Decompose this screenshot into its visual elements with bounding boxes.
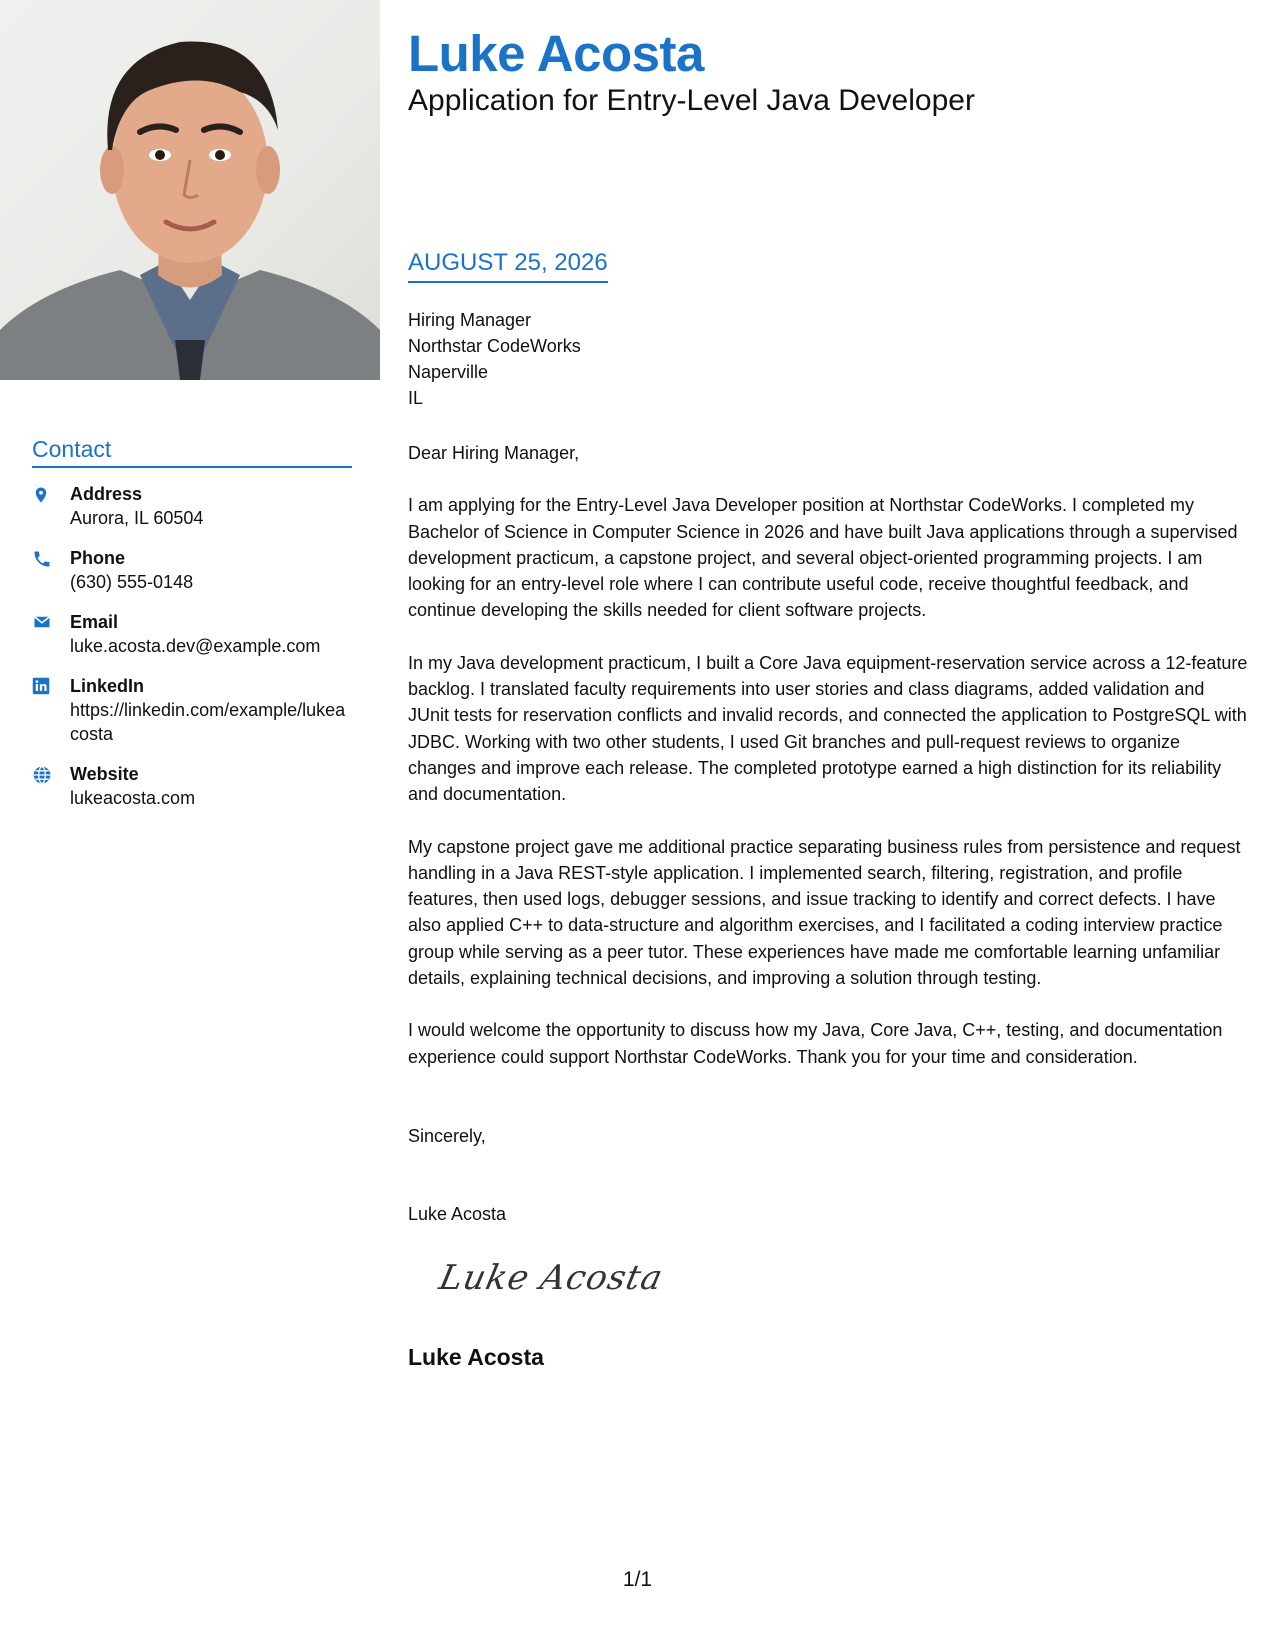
sidebar [0,0,380,1650]
recipient-state: IL [408,388,424,408]
paragraph-1: I am applying for the Entry-Level Java Developer position at Northstar CodeWorks. I completed my Bachelor of Science in Computer Science in 2026 and have built Java applications through a supervised development practicum, a capstone project, and several object-oriented programming projects. I am looking for an entry-level role where I can contribute useful code, receive thoughtful feedback, and continue developing the skills needed for client software projects. [408,495,1238,621]
signature-name: Luke Acosta [408,1344,544,1370]
typed-name: Luke Acosta [408,1204,507,1224]
profile-photo [0,0,380,380]
globe-icon [32,762,70,810]
location-pin-icon [32,482,70,530]
contact-email [32,610,352,658]
handwritten-signature: Luke Acosta [435,1258,667,1298]
contact-linkedin [32,674,352,746]
contact-section [32,436,352,810]
contact-email-label: Email [70,612,119,632]
contact-website [32,762,352,810]
email-icon [32,610,70,658]
contact-phone-label: Phone [70,548,126,568]
letter-date: AUGUST 25, 2026 [408,249,608,283]
paragraph-3: My capstone project gave me additional practice separating business rules from persistence and request handling in a Java REST-style application. I implemented search, filtering, registration, and profile features, then used logs, debugger sessions, and issue tracking to identify and correct defects. I have also applied C++ to data-structure and algorithm exercises, and I facilitated a coding interview practice group while serving as a peer tutor. These experiences have made me comfortable learning unfamiliar details, explaining technical decisions, and improving a solution through testing. [408,836,1241,989]
paragraph-4: I would welcome the opportunity to discuss how my Java, Core Java, C++, testing, and documentation experience could support Northstar CodeWorks. Thank you for your time and consideration. [408,1020,1223,1067]
linkedin-icon [32,674,70,746]
closing: Sincerely, [408,1126,486,1146]
contact-email-value[interactable]: luke.acosta.dev@example.com [70,636,321,656]
phone-icon [32,546,70,594]
contact-website-value[interactable]: lukeacosta.com [70,788,196,808]
contact-linkedin-value[interactable]: https://linkedin.com/example/lukeacosta [70,700,346,744]
applicant-name: Luke Acosta [408,25,704,82]
contact-phone-value[interactable]: (630) 555-0148 [70,572,194,592]
contact-linkedin-label: LinkedIn [70,676,145,696]
contact-address-value: Aurora, IL 60504 [70,508,204,528]
contact-heading: Contact [32,436,352,468]
recipient-city: Naperville [408,362,489,382]
salutation: Dear Hiring Manager, [408,443,580,463]
contact-website-label: Website [70,764,139,784]
contact-phone [32,546,352,594]
recipient-company: Northstar CodeWorks [408,336,581,356]
recipient-block [408,307,581,411]
page-number: 1/1 [622,1568,653,1591]
recipient-title: Hiring Manager [408,310,532,330]
contact-address [32,482,352,530]
contact-address-label: Address [70,484,143,504]
paragraph-2: In my Java development practicum, I built a Core Java equipment-reservation service across a 12-feature backlog. I translated faculty requirements into user stories and class diagrams, added validation and JUnit tests for reservation conflicts and invalid records, and connected the application to PostgreSQL with JDBC. Working with two other students, I used Git branches and pull-request reviews to organize changes and improve each release. The completed prototype earned a high distinction for its reliability and documentation. [408,652,1248,805]
letter-body [408,440,1250,1096]
application-subtitle: Application for Entry-Level Java Developer [408,84,975,117]
